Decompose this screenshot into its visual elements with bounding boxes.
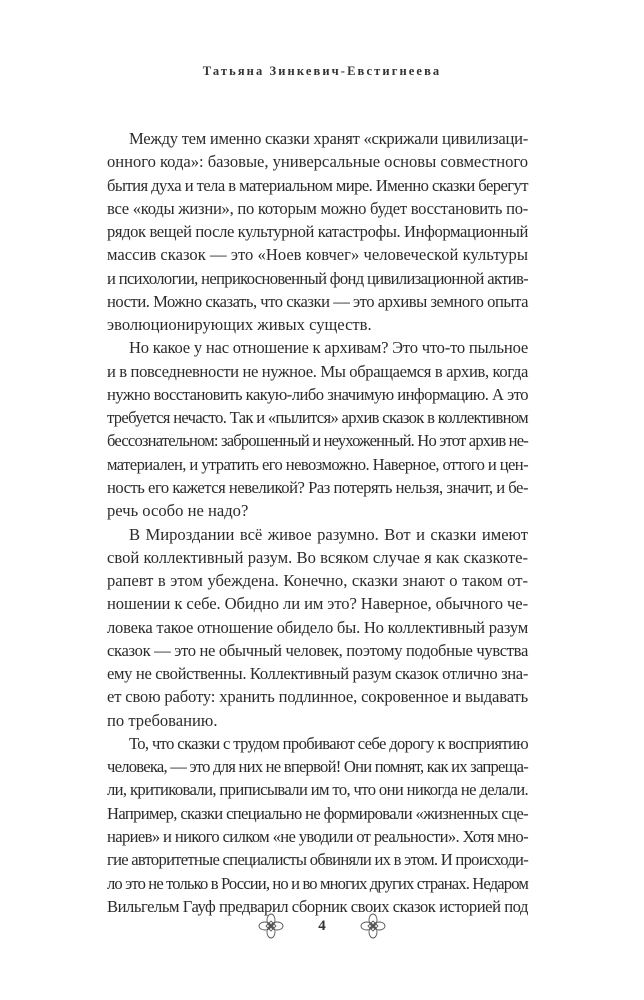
text-line: нариев» и никого силком «не уводили от реальности». Хотя мно- xyxy=(107,826,528,846)
celtic-knot-flower-icon xyxy=(258,913,284,939)
text-line: эволюционирующих живых существ. xyxy=(107,315,372,335)
text-line: сказок — это не обычный человек, поэтому подобные чувства xyxy=(107,640,528,660)
text-line: бытия духа и тела в материальном мире. Именно сказки берегут xyxy=(107,175,528,195)
text-line: Но какое у нас отношение к архивам? Это что-то пыльное xyxy=(129,338,528,358)
text-line: ношении к себе. Обидно ли им это? Наверное, обычного че- xyxy=(107,594,528,614)
text-line: все «коды жизни», по которым можно будет восстановить по- xyxy=(107,198,528,218)
text-line: человека, — это для них не впервой! Они помнят, как их запреща- xyxy=(107,757,528,777)
text-line: гие авторитетные специалисты обвиняли их в этом. И происходи- xyxy=(107,850,528,870)
page-number: 4 xyxy=(318,917,326,934)
text-line: рядок вещей после культурной катастрофы. Информационный xyxy=(107,222,528,242)
text-line: Вильгельм Гауф предварил сборник своих сказок историей под xyxy=(107,896,528,916)
page-footer xyxy=(0,911,644,941)
body-text xyxy=(107,127,528,918)
celtic-knot-flower-icon xyxy=(360,913,386,939)
text-line: Между тем именно сказки хранят «скрижали цивилизаци- xyxy=(129,129,528,148)
text-line: онного кода»: базовые, универсальные основы совместного xyxy=(107,152,528,172)
text-line: ности. Можно сказать, что сказки — это архивы земного опыта xyxy=(107,291,528,311)
text-line: массив сказок — это «Ноев ковчег» человеческой культуры xyxy=(107,245,528,265)
text-line: нужно восстановить какую-либо значимую информацию. А это xyxy=(107,384,528,404)
text-line: по требованию. xyxy=(107,710,218,730)
text-line: В Мироздании всё живое разумно. Вот и сказки имеют xyxy=(129,524,528,544)
text-line: ловека такое отношение обидело бы. Но коллективный разум xyxy=(107,617,528,637)
text-line: и психологии, неприкосновенный фонд цивилизационной актив- xyxy=(107,268,528,288)
text-line: бессознательном: заброшенный и неухоженный. Но этот архив не- xyxy=(107,431,528,451)
text-line: ет свою работу: хранить подлинное, сокровенное и выдавать xyxy=(107,687,528,707)
running-head: Татьяна Зинкевич-Евстигнеева xyxy=(202,64,442,78)
text-line: и в повседневности не нужное. Мы обращаемся в архив, когда xyxy=(107,361,528,381)
text-line: рапевт в этом убеждена. Конечно, сказки знают о таком от- xyxy=(107,571,528,591)
text-line: ность его кажется невеликой? Раз потерять нельзя, значит, и бе- xyxy=(107,477,528,497)
text-line: требуется нечасто. Так и «пылится» архив сказок в коллективном xyxy=(107,408,528,428)
text-line: ему не свойственны. Коллективный разум сказок отлично зна- xyxy=(107,664,528,684)
text-line: речь особо не надо? xyxy=(107,501,249,521)
text-line: материален, и утратить его невозможно. Наверное, оттого и цен- xyxy=(107,454,528,474)
text-line: То, что сказки с трудом пробивают себе дорогу к восприятию xyxy=(129,733,528,753)
text-line: Например, сказки специально не формировали «жизненных сце- xyxy=(107,803,528,823)
text-line: ли, критиковали, приписывали им то, что они никогда не делали. xyxy=(107,780,528,800)
text-line: ло это не только в России, но и во многих других странах. Недаром xyxy=(107,873,528,893)
text-line: свой коллективный разум. Во всяком случае я как сказкоте- xyxy=(107,547,528,567)
